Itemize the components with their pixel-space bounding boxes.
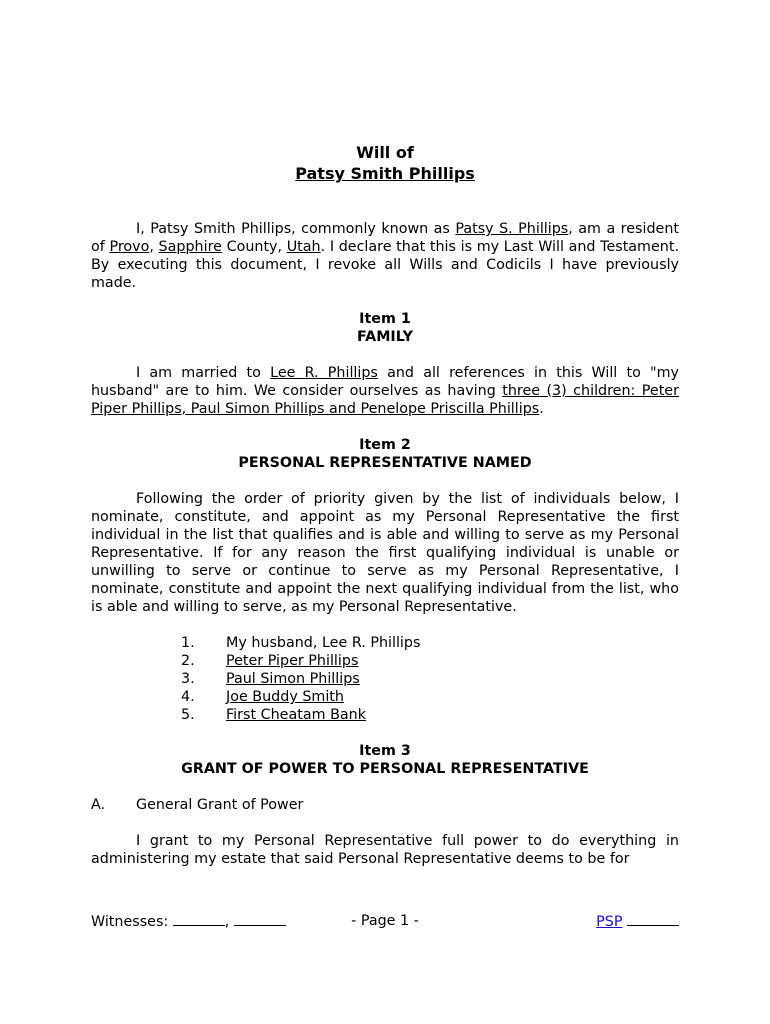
item3-number: Item 3: [359, 743, 411, 759]
residence-city: Provo: [109, 239, 150, 255]
page-number: - Page 1 -: [351, 913, 419, 929]
witness-separator: ,: [224, 914, 234, 930]
list-item: [91, 652, 679, 670]
item1-paragraph: [91, 364, 679, 418]
residence-state: Utah: [286, 239, 321, 255]
item1-number: Item 1: [359, 311, 411, 327]
intro-text-2: , am a resident of: [91, 221, 679, 255]
subsection-title: General Grant of Power: [136, 797, 304, 813]
item3-title: GRANT OF POWER TO PERSONAL REPRESENTATIVE: [181, 761, 589, 777]
item2-heading: [91, 436, 679, 472]
list-number: 5.: [181, 707, 195, 723]
children-names: three (3) children: Peter Piper Phillips, Paul Simon Phillips and Penelope Priscilla Phillips: [91, 383, 679, 417]
residence-county: Sapphire: [158, 239, 222, 255]
initials-line: [596, 912, 679, 931]
item2-title: PERSONAL REPRESENTATIVE NAMED: [238, 455, 532, 471]
list-item: [91, 688, 679, 706]
item3-paragraph: I grant to my Personal Representative full power to do everything in administering my estate that said Personal Representative deems to be for: [91, 833, 679, 867]
intro-text-3: ,: [149, 239, 159, 255]
item2-number: Item 2: [359, 437, 411, 453]
list-text: Paul Simon Phillips: [226, 671, 360, 687]
spouse-name: Lee R. Phillips: [270, 365, 378, 381]
list-text: First Cheatam Bank: [226, 707, 366, 723]
intro-text-1: I, Patsy Smith Phillips, commonly known as: [136, 221, 456, 237]
initials-blank[interactable]: [627, 912, 679, 926]
document-title: [91, 142, 679, 184]
list-text: Peter Piper Phillips: [226, 653, 359, 669]
intro-text-4: County,: [221, 239, 287, 255]
known-as-name: Patsy S. Phillips: [455, 221, 569, 237]
title-line1: Will of: [356, 143, 414, 162]
list-item: [91, 670, 679, 688]
intro-paragraph: [91, 220, 679, 292]
item1-heading: [91, 310, 679, 346]
list-item: [91, 706, 679, 724]
list-text: Joe Buddy Smith: [226, 689, 344, 705]
list-number: 4.: [181, 689, 195, 705]
list-item: [91, 634, 679, 652]
list-number: 2.: [181, 653, 195, 669]
item1-text-3: .: [539, 401, 544, 417]
title-testator-name: Patsy Smith Phillips: [295, 164, 475, 183]
subsection-letter: A.: [91, 797, 106, 813]
list-number: 3.: [181, 671, 195, 687]
item1-text-1: I am married to: [136, 365, 271, 381]
item3-heading: [91, 742, 679, 778]
list-number: 1.: [181, 635, 195, 651]
item1-text-2: and all references in this Will to "my husband" are to him. We consider ourselves as having: [91, 365, 679, 399]
witnesses-label: Witnesses:: [91, 914, 173, 930]
item2-paragraph: Following the order of priority given by the list of individuals below, I nominate, constitute, and appoint as my Personal Representative the first individual in the list that qualifies and is able and willing to serve as my Personal Representative. If for any reason the first qualifying individual is unable or unwilling to serve or continue to serve as my Personal Representative, I nominate, constitute and appoint the next qualifying individual from the list, who is able and willing to serve, as my Personal Representative.: [91, 491, 679, 615]
document-body: [91, 142, 679, 868]
representative-list: [91, 634, 679, 724]
initials-link[interactable]: PSP: [596, 914, 623, 930]
list-text: My husband, Lee R. Phillips: [226, 635, 421, 651]
item3-subsection: [91, 796, 679, 814]
item1-title: FAMILY: [357, 329, 413, 345]
intro-text-5: . I declare that this is my Last Will and Testament. By executing this document, I revoke all Wills and Codicils I have previously made.: [91, 239, 679, 291]
